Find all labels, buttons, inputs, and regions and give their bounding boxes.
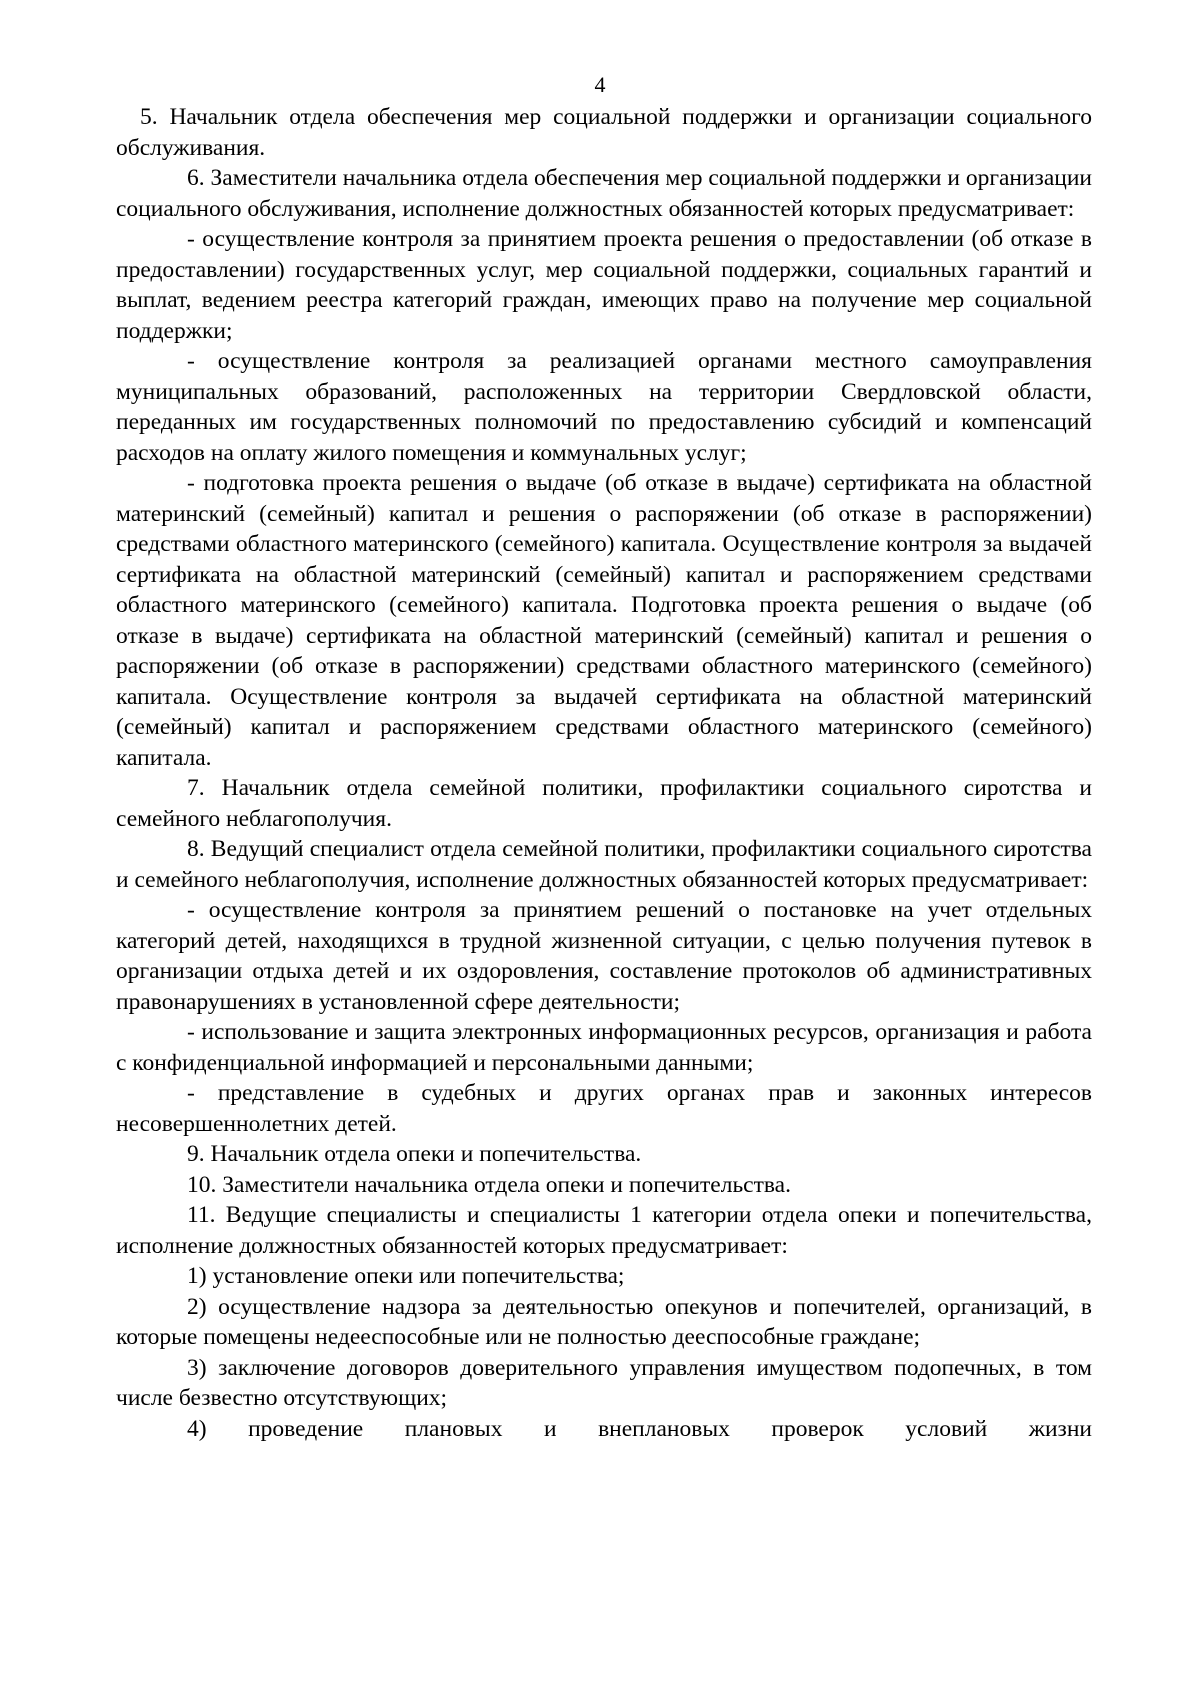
paragraph-bullet: - осуществление контроля за принятием проекта решения о предоставлении (об отказе в предоставлении) государственных услуг, мер социальной поддержки, социальных гарантий и выплат, ведением реестра категорий граждан, имеющих право на получение мер социальной поддержки; bbox=[116, 226, 1092, 344]
paragraph-item-7: 7. Начальник отдела семейной политики, профилактики социального сиротства и семейного неблагополучия. bbox=[116, 775, 1092, 832]
paragraph-item-8: 8. Ведущий специалист отдела семейной политики, профилактики социального сиротства и семейного неблагополучия, исполнение должностных обязанностей которых предусматривает: bbox=[116, 836, 1092, 893]
paragraph-subitem: 1) установление опеки или попечительства; bbox=[187, 1263, 625, 1289]
paragraph-subitem: 2) осуществление надзора за деятельностью опекунов и попечителей, организаций, в которые помещены недееспособные или не полностью дееспособные граждане; bbox=[116, 1293, 1092, 1350]
paragraph-bullet: - подготовка проекта решения о выдаче (об отказе в выдаче) сертификата на областной материнский (семейный) капитал и решения о распоряжении (об отказе в распоряжении) средствами областного материнского (семейного) капитала. Осуществление контроля за выдачей сертификата на областной материнский (семейный) капитал и распоряжением средствами областного материнского (семейного) капитала. Подготовка проекта решения о выдаче (об отказе в выдаче) сертификата на областной материнский (семейный) капитал и решения о распоряжении (об отказе в распоряжении) средствами областного материнского (семейного) капитала. Осуществление контроля за выдачей сертификата на областной материнский (семейный) капитал и распоряжением средствами областного материнского (семейного) капитала. bbox=[116, 470, 1092, 771]
paragraph-subitem: 3) заключение договоров доверительного управления имуществом подопечных, в том числе безвестно отсутствующих; bbox=[116, 1354, 1092, 1411]
paragraph-bullet: - использование и защита электронных информационных ресурсов, организация и работа с конфиденциальной информацией и персональными данными; bbox=[116, 1019, 1092, 1076]
paragraph-bullet: - представление в судебных и других органах прав и законных интересов несовершеннолетних детей. bbox=[116, 1080, 1092, 1137]
paragraph-item-10: 10. Заместители начальника отдела опеки и попечительства. bbox=[187, 1171, 791, 1198]
paragraph-item-5: 5. Начальник отдела обеспечения мер социальной поддержки и организации социального обслуживания. bbox=[116, 104, 1092, 161]
paragraph-item-9: 9. Начальник отдела опеки и попечительства. bbox=[187, 1141, 642, 1167]
page-number: 4 bbox=[594, 72, 606, 97]
paragraph-subitem: 4) проведение плановых и внеплановых проверок условий жизни bbox=[187, 1415, 1092, 1442]
paragraph-item-11: 11. Ведущие специалисты и специалисты 1 категории отдела опеки и попечительства, исполнение должностных обязанностей которых предусматривает: bbox=[116, 1202, 1092, 1259]
document-body bbox=[116, 102, 1092, 1444]
paragraph-item-6: 6. Заместители начальника отдела обеспечения мер социальной поддержки и организации социального обслуживания, исполнение должностных обязанностей которых предусматривает: bbox=[116, 165, 1092, 222]
paragraph-bullet: - осуществление контроля за принятием решений о постановке на учет отдельных категорий детей, находящихся в трудной жизненной ситуации, с целью получения путевок в организации отдыха детей и их оздоровления, составление протоколов об административных правонарушениях в установленной сфере деятельности; bbox=[116, 897, 1092, 1015]
paragraph-bullet: - осуществление контроля за реализацией органами местного самоуправления муниципальных образований, расположенных на территории Свердловской области, переданных им государственных полномочий по предоставлению субсидий и компенсаций расходов на оплату жилого помещения и коммунальных услуг; bbox=[116, 348, 1092, 466]
